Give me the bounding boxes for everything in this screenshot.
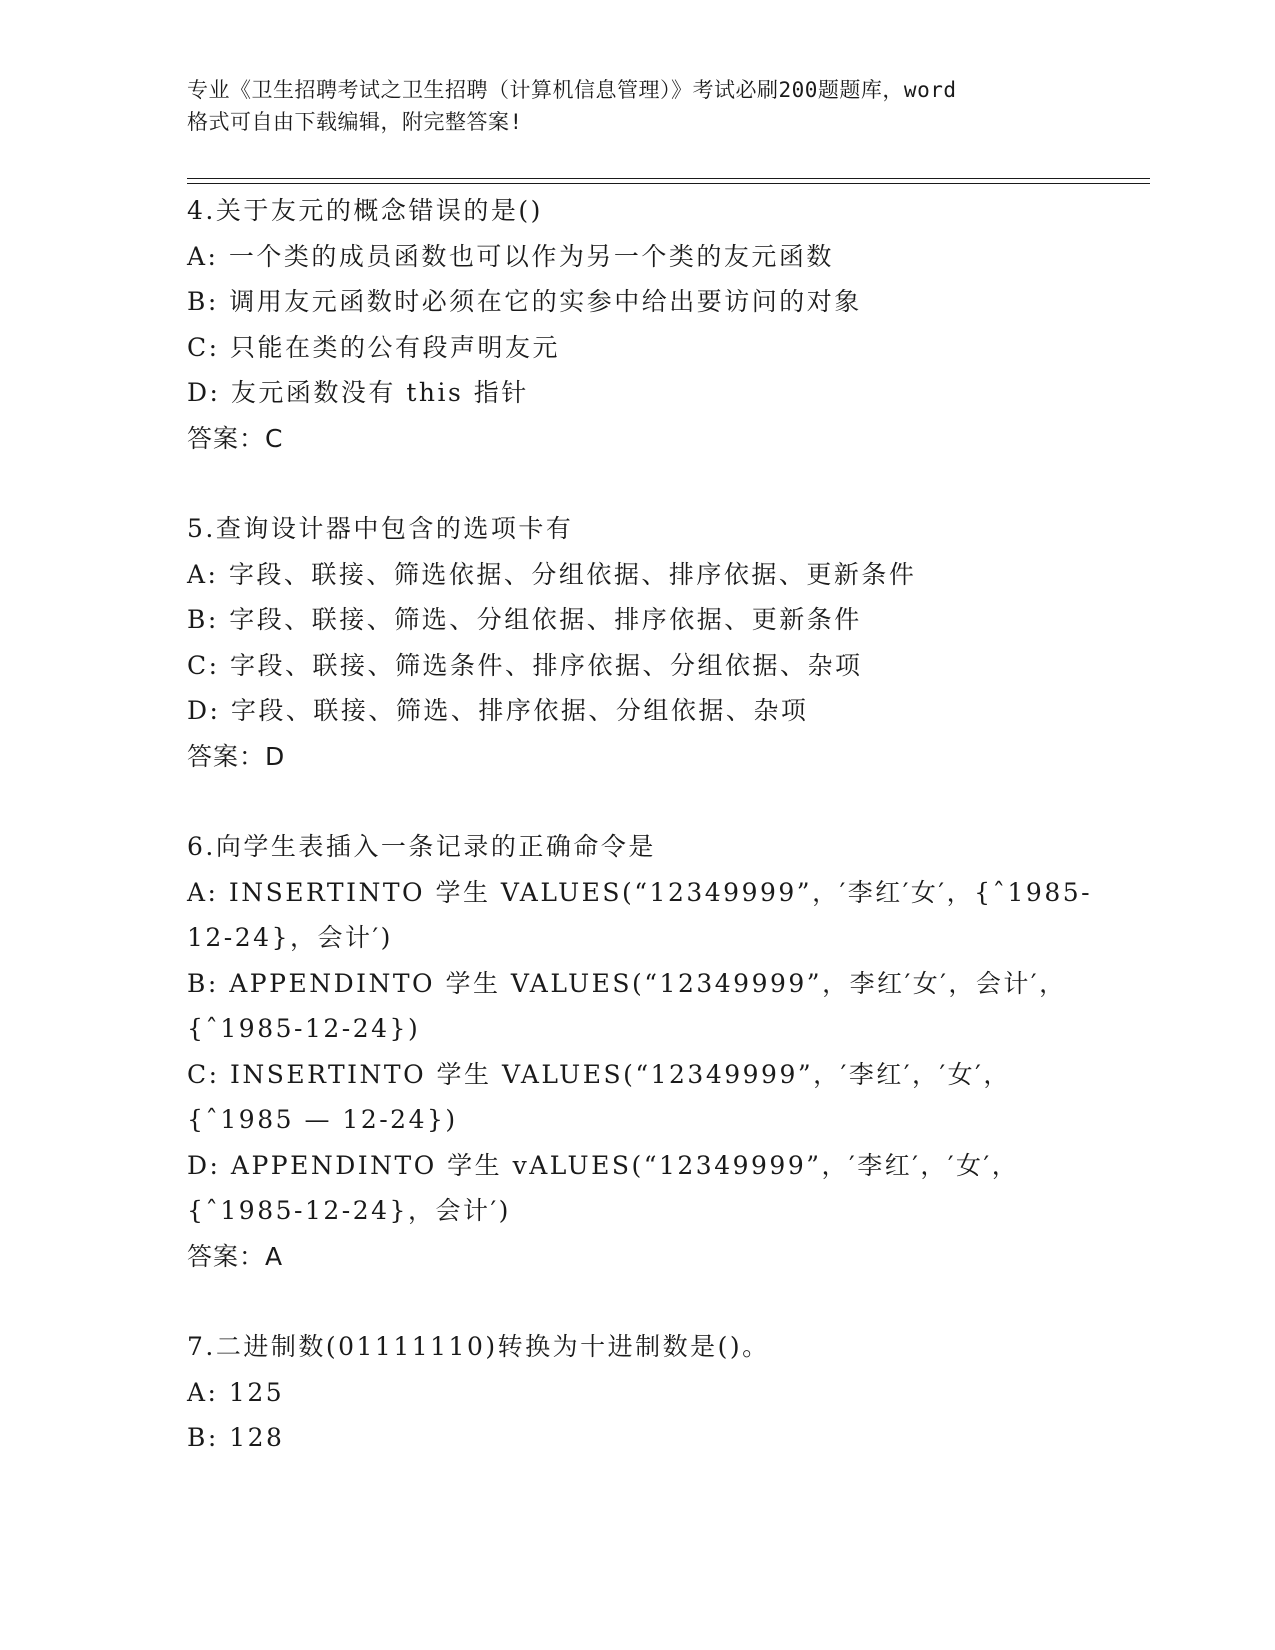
answer-label: 答案：C: [187, 423, 284, 453]
question-stem: 4.关于友元的概念错误的是(): [187, 196, 543, 225]
question-stem: 6.向学生表插入一条记录的正确命令是: [187, 832, 656, 861]
document-header: [187, 74, 1087, 138]
spacer: [187, 779, 1087, 824]
question-block-6: [187, 824, 1093, 1279]
option-b: B: APPENDINTO 学生 VALUES(“12349999”，李红′女′，会计′，: [187, 968, 1067, 998]
answer-label: 答案：A: [187, 1241, 284, 1271]
option-a: A: INSERTINTO 学生 VALUES(“12349999”，′李红′女′，{ˆ1985-: [187, 877, 1093, 907]
question-block-4: [187, 188, 1087, 461]
option-c: C: 只能在类的公有段声明友元: [187, 332, 560, 362]
option-b-continued: {ˆ1985-12-24}): [187, 1014, 421, 1043]
option-a: A: 125: [187, 1377, 285, 1407]
option-c: C: 字段、联接、筛选条件、排序依据、分组依据、杂项: [187, 650, 863, 680]
option-d: D: APPENDINTO 学生 vALUES(“12349999”，′李红′，′女′，: [187, 1150, 1020, 1180]
header-divider-bottom: [187, 183, 1150, 184]
option-b: B: 调用友元函数时必须在它的实参中给出要访问的对象: [187, 287, 862, 316]
option-b: B: 128: [187, 1423, 285, 1452]
header-divider-top: [187, 178, 1150, 179]
option-d: D: 字段、联接、筛选、排序依据、分组依据、杂项: [187, 696, 809, 725]
header-line-1: 专业《卫生招聘考试之卫生招聘（计算机信息管理）》考试必刷200题题库，word: [187, 78, 957, 102]
question-stem: 7.二进制数(01111110)转换为十进制数是()。: [187, 1332, 770, 1361]
option-a-continued: 12-24}，会计′): [187, 923, 393, 952]
option-d: D: 友元函数没有 this 指针: [187, 378, 529, 407]
spacer: [187, 1279, 1087, 1324]
question-block-5: [187, 506, 1087, 779]
option-a: A: 一个类的成员函数也可以作为另一个类的友元函数: [187, 241, 834, 271]
spacer: [187, 461, 1087, 506]
option-b: B: 字段、联接、筛选、分组依据、排序依据、更新条件: [187, 605, 862, 634]
question-stem: 5.查询设计器中包含的选项卡有: [187, 514, 574, 543]
option-a: A: 字段、联接、筛选依据、分组依据、排序依据、更新条件: [187, 559, 917, 589]
question-list: [187, 188, 1093, 1461]
question-block-7: [187, 1324, 1087, 1461]
option-c: C: INSERTINTO 学生 VALUES(“12349999”，′李红′，′女′，: [187, 1059, 1011, 1089]
option-c-continued: {ˆ1985 — 12-24}): [187, 1105, 458, 1134]
answer-label: 答案：D: [187, 741, 286, 771]
header-line-2: 格式可自由下载编辑，附完整答案!: [187, 110, 523, 134]
option-d-continued: {ˆ1985-12-24}，会计′): [187, 1196, 511, 1225]
